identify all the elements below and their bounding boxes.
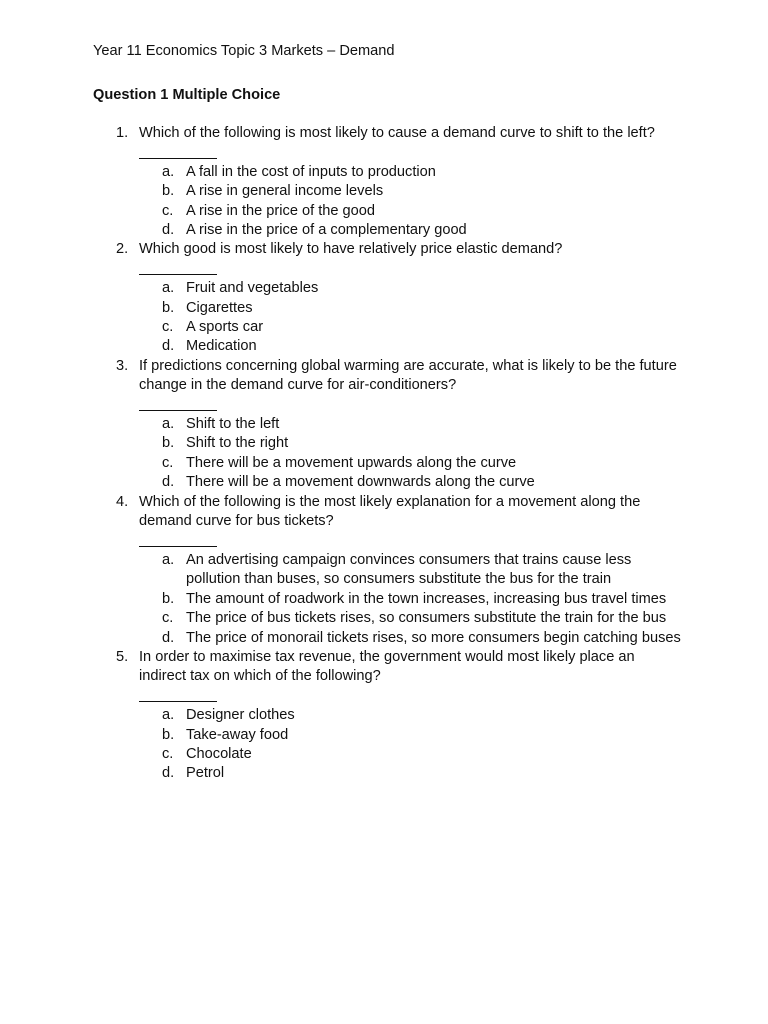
option-list [0,163,768,241]
option-letter: c. [162,454,174,471]
answer-underline [139,410,217,411]
question-text: Which good is most likely to have relatively price elastic demand? [139,241,563,258]
answer-blank [139,143,217,162]
option-item [0,221,768,240]
option-text: A rise in the price of the good [186,202,376,219]
answer-underline [139,701,217,702]
question-row [0,648,768,687]
option-list [0,706,768,784]
option-item [0,726,768,745]
option-text: Shift to the left [186,416,280,433]
option-letter: d. [162,765,175,782]
question-text: Which of the following is most likely to cause a demand curve to shift to the left? [139,125,655,141]
option-letter: b. [162,299,175,316]
option-item [0,434,768,453]
option-item [0,454,768,473]
option-letter: d. [162,474,175,491]
option-text: Cigarettes [186,299,253,316]
option-item [0,629,768,648]
option-item [0,182,768,201]
option-text: Medication [186,338,257,355]
option-letter: c. [162,610,174,627]
option-letter: a. [162,280,175,297]
question-row [0,493,768,532]
option-item [0,318,768,337]
option-letter: a. [162,163,175,180]
question-number: 4. [116,493,129,510]
option-letter: b. [162,590,175,607]
option-item [0,609,768,628]
option-item [0,764,768,783]
option-item [0,415,768,434]
option-text: Fruit and vegetables [186,280,319,297]
option-text: Chocolate [186,745,252,762]
answer-blank [139,260,217,279]
option-item [0,279,768,298]
option-letter: a. [162,707,175,724]
option-item [0,299,768,318]
option-item [0,551,768,590]
option-letter: c. [162,202,174,219]
option-item [0,745,768,764]
question-number: 2. [116,241,129,258]
document-header: Year 11 Economics Topic 3 Markets – Demand [93,43,395,59]
answer-blank [139,687,217,706]
question-item [0,357,768,493]
question-row [0,357,768,396]
option-text: An advertising campaign convinces consumers that trains cause less pollution than buses, so consumers substitute the bus for the train [186,551,632,588]
question-text: If predictions concerning global warming are accurate, what is likely to be the future change in the demand curve for air-conditioners? [139,357,677,394]
option-text: Designer clothes [186,707,295,724]
option-letter: a. [162,551,175,568]
option-list [0,279,768,357]
question-number: 3. [116,357,129,374]
option-text: There will be a movement upwards along the curve [186,454,517,471]
answer-blank [139,396,217,415]
option-text: A rise in the price of a complementary good [186,222,467,239]
option-text: Shift to the right [186,435,289,452]
answer-underline [139,546,217,547]
option-text: The amount of roadwork in the town increases, increasing bus travel times [186,590,667,607]
option-letter: d. [162,629,175,646]
question-number: 1. [116,125,129,141]
option-item [0,337,768,356]
option-item [0,202,768,221]
option-letter: a. [162,416,175,433]
answer-blank [139,531,217,550]
question-item [0,240,768,356]
question-number: 5. [116,648,129,665]
option-text: Take-away food [186,726,289,743]
option-item [0,706,768,725]
option-item [0,163,768,182]
option-text: A sports car [186,319,264,336]
option-letter: d. [162,222,175,239]
option-text: A rise in general income levels [186,183,384,200]
option-text: Petrol [186,765,225,782]
option-list [0,415,768,493]
option-letter: b. [162,183,175,200]
option-letter: b. [162,726,175,743]
option-letter: d. [162,338,175,355]
section-title: Question 1 Multiple Choice [93,87,281,103]
question-text: Which of the following is the most likely explanation for a movement along the demand curve for bus tickets? [139,493,641,530]
option-letter: c. [162,745,174,762]
question-item [0,493,768,648]
question-item [0,124,768,240]
question-row [0,124,768,143]
question-row [0,240,768,259]
question-list [0,124,768,784]
option-text: There will be a movement downwards along the curve [186,474,535,491]
option-text: The price of monorail tickets rises, so more consumers begin catching buses [186,629,681,646]
question-item [0,648,768,784]
answer-underline [139,158,217,159]
option-text: A fall in the cost of inputs to production [186,163,436,180]
option-item [0,590,768,609]
option-item [0,473,768,492]
option-text: The price of bus tickets rises, so consumers substitute the train for the bus [186,610,667,627]
option-list [0,551,768,648]
option-letter: c. [162,319,174,336]
answer-underline [139,274,217,275]
option-letter: b. [162,435,175,452]
question-text: In order to maximise tax revenue, the government would most likely place an indirect tax on which of the following? [139,648,635,685]
